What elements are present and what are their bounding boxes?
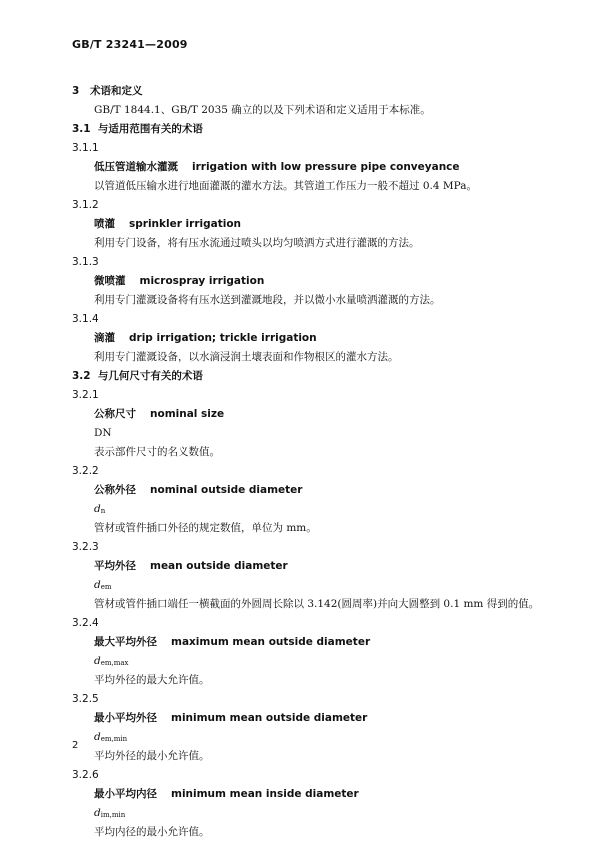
term-number: 3.2.6: [72, 769, 99, 781]
term-number: 3.2.1: [72, 389, 99, 401]
term-definition: 平均外径的最小允许值。: [94, 750, 210, 762]
term-symbol: [72, 652, 552, 671]
symbol-main: d: [94, 731, 101, 743]
section-number: 3: [72, 85, 80, 97]
term-cn: 公称尺寸: [94, 408, 136, 420]
symbol-main: d: [94, 579, 101, 591]
term-en: maximum mean outside diameter: [171, 636, 371, 648]
symbol-subscript: n: [100, 507, 106, 515]
symbol-subscript: em,max: [100, 659, 129, 667]
term-number: 3.1.2: [72, 199, 99, 211]
term-en: minimum mean outside diameter: [171, 712, 368, 724]
term-cn: 最大平均外径: [94, 636, 157, 648]
term-cn: 滴灌: [94, 332, 115, 344]
term-definition: 利用专门设备，将有压水流通过喷头以均匀喷洒方式进行灌溉的方法。: [94, 237, 420, 249]
term-en: minimum mean inside diameter: [171, 788, 359, 800]
section-intro: GB/T 1844.1、GB/T 2035 确立的以及下列术语和定义适用于本标准。: [94, 104, 431, 116]
symbol-text: DN: [94, 427, 112, 439]
term-definition: 以管道低压输水进行地面灌溉的灌水方法。其管道工作压力一般不超过 0.4 MPa。: [94, 180, 477, 192]
term-definition: 平均外径的最大允许值。: [94, 674, 210, 686]
document-body: [72, 82, 552, 842]
term-heading: [72, 785, 552, 804]
term-symbol: [72, 500, 552, 519]
term-number: 3.1.1: [72, 142, 99, 154]
term-number: 3.1.3: [72, 256, 99, 268]
term-heading: [72, 329, 552, 348]
term-number: 3.2.3: [72, 541, 99, 553]
subsection-number: 3.1: [72, 123, 91, 135]
term-cn: 最小平均外径: [94, 712, 157, 724]
term-symbol: [72, 804, 552, 823]
symbol-subscript: em,min: [100, 735, 128, 743]
term-number: 3.2.4: [72, 617, 99, 629]
symbol-main: d: [94, 503, 101, 515]
term-cn: 低压管道输水灌溉: [94, 161, 178, 173]
term-number: 3.1.4: [72, 313, 99, 325]
subsection-heading-3-2: [72, 367, 552, 386]
term-en: microspray irrigation: [139, 275, 265, 287]
term-heading: [72, 405, 552, 424]
term-cn: 喷灌: [94, 218, 115, 230]
term-definition: 表示部件尺寸的名义数值。: [94, 446, 220, 458]
term-en: nominal size: [150, 408, 225, 420]
term-heading: [72, 215, 552, 234]
term-en: mean outside diameter: [150, 560, 288, 572]
term-symbol: [72, 728, 552, 747]
term-cn: 公称外径: [94, 484, 136, 496]
term-definition: 平均内径的最小允许值。: [94, 826, 210, 838]
term-definition: 管材或管件插口外径的规定数值，单位为 mm。: [94, 522, 317, 534]
subsection-title: 与几何尺寸有关的术语: [97, 370, 203, 382]
term-heading: [72, 272, 552, 291]
symbol-subscript: em: [100, 583, 112, 591]
term-heading: [72, 481, 552, 500]
term-en: nominal outside diameter: [150, 484, 303, 496]
term-cn: 最小平均内径: [94, 788, 157, 800]
term-heading: [72, 557, 552, 576]
term-number: 3.2.5: [72, 693, 99, 705]
term-definition: 利用专门灌溉设备，以水滴浸润土壤表面和作物根区的灌水方法。: [94, 351, 399, 363]
section-title: 术语和定义: [90, 85, 143, 97]
term-definition: 管材或管件插口端任一横截面的外圆周长除以 3.142(圆周率)并向大圆整到 0.1 mm 得到的值。: [94, 598, 540, 610]
section-heading: [72, 82, 552, 101]
term-cn: 平均外径: [94, 560, 136, 572]
term-symbol: [72, 576, 552, 595]
symbol-subscript: im,min: [100, 811, 126, 819]
standard-code-header: GB/T 23241—2009: [72, 38, 188, 51]
term-en: sprinkler irrigation: [129, 218, 242, 230]
term-heading: [72, 709, 552, 728]
term-heading: [72, 158, 552, 177]
symbol-main: d: [94, 655, 101, 667]
term-en: irrigation with low pressure pipe conveyance: [192, 161, 460, 173]
page-number: 2: [72, 740, 79, 751]
term-number: 3.2.2: [72, 465, 99, 477]
term-definition: 利用专门灌溉设备将有压水送到灌溉地段，并以微小水量喷洒灌溉的方法。: [94, 294, 441, 306]
term-en: drip irrigation; trickle irrigation: [129, 332, 317, 344]
term-heading: [72, 633, 552, 652]
term-symbol: [72, 424, 552, 443]
symbol-main: d: [94, 807, 101, 819]
term-cn: 微喷灌: [94, 275, 126, 287]
subsection-number: 3.2: [72, 370, 91, 382]
subsection-heading-3-1: [72, 120, 552, 139]
subsection-title: 与适用范围有关的术语: [97, 123, 203, 135]
